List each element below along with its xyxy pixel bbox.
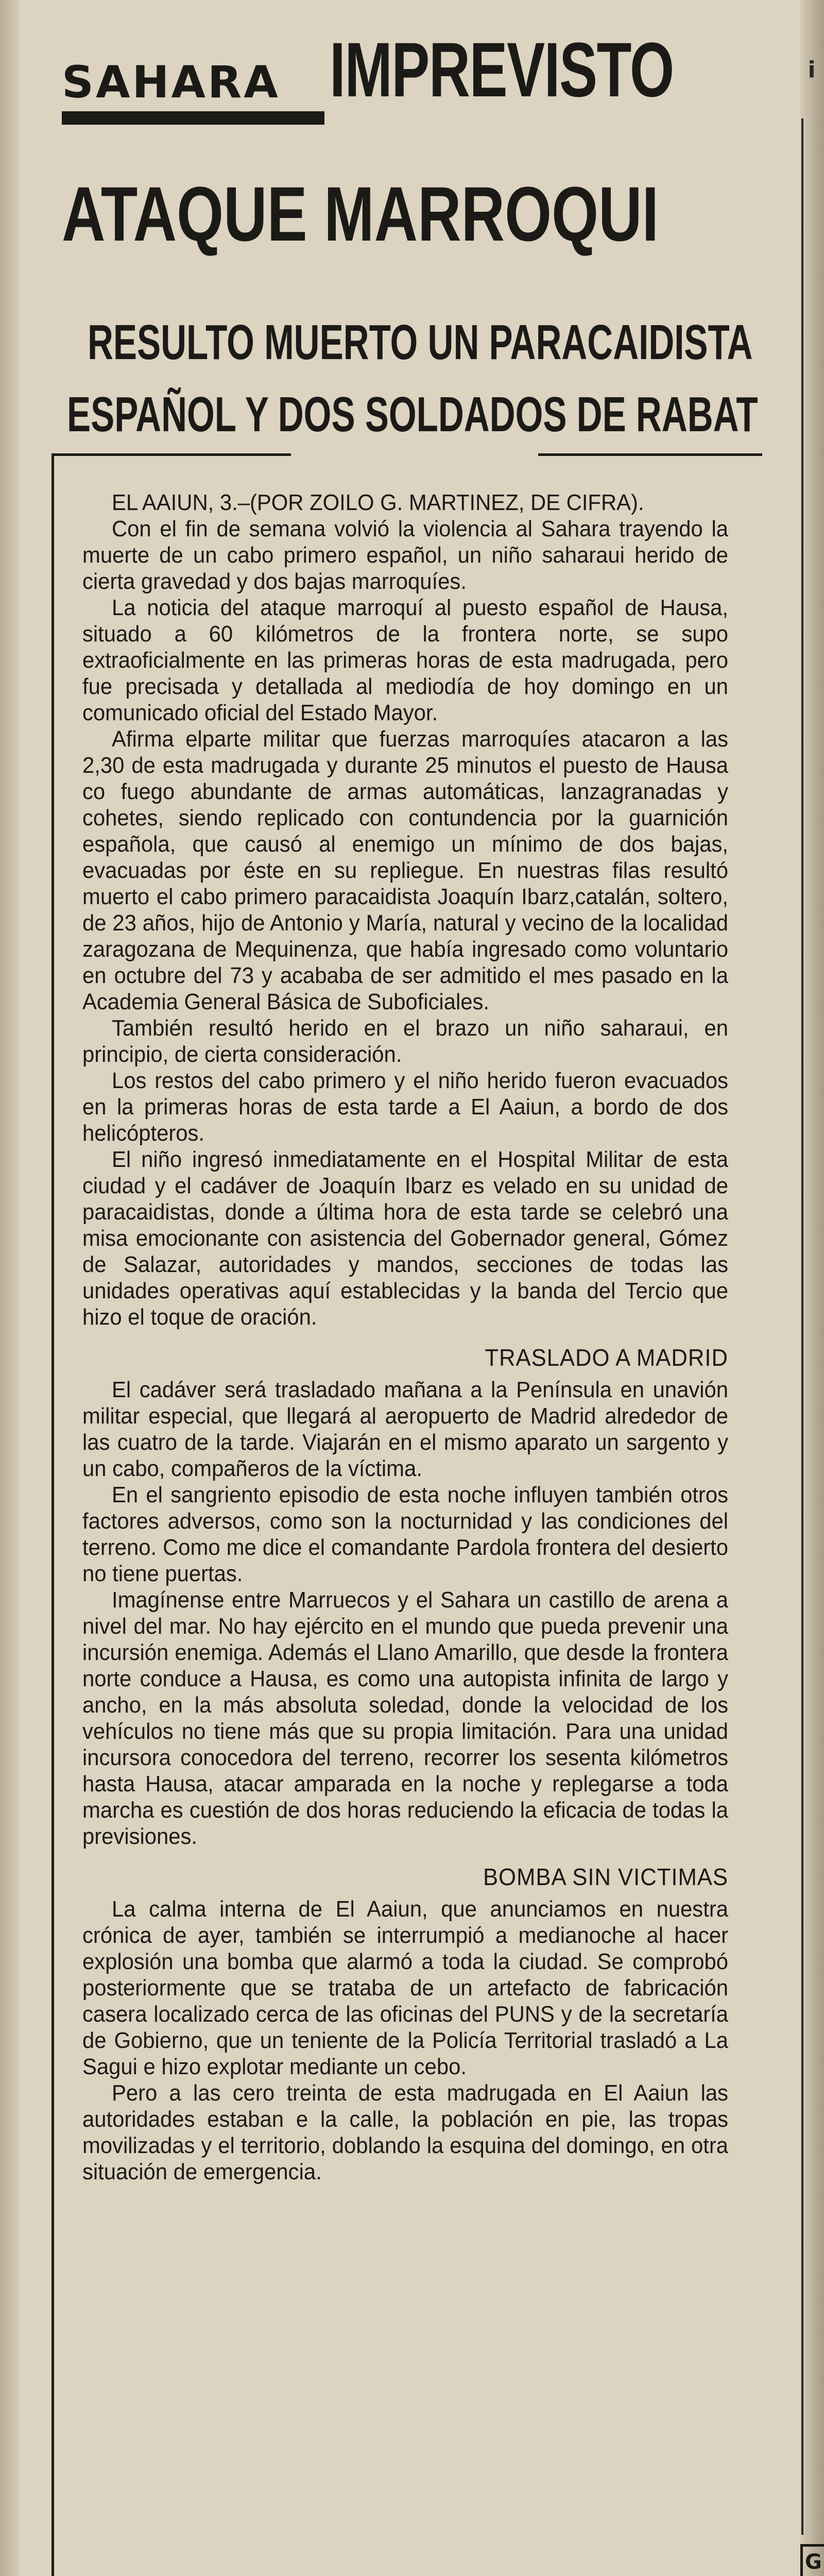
article-paragraph: Imagínense entre Marruecos y el Sahara un castillo de arena a nivel del mar. No hay ejército en el mundo que pueda prevenir una incursión enemiga. Además el Llano Amarillo, que desde la frontera norte conduce a Hausa, es como una autopista infinita de largo y ancho, en la más absoluta soledad, donde la velocidad de los vehículos no tiene más que su propia limitación. Para una unidad incursora conocedora del terreno, recorrer los sesenta kilómetros hasta Hausa, atacar amparada en la noche y replegarse a toda marcha es cuestión de dos horas reduciendo la eficacia de todas la previsiones.	[82, 1587, 728, 1849]
article-paragraph: El niño ingresó inmediatamente en el Hospital Militar de esta ciudad y el cadáver de Joaquín Ibarz es velado en su unidad de paracaidistas, donde a última hora de esta tarde se celebró una misa emocionante con asistencia del Gobernador general, Gómez de Salazar, autoridades y mandos, secciones de todas las unidades operativas aquí establecidas y la banda del Tercio que hizo el toque de oración.	[82, 1147, 728, 1330]
subheadline-line-1: RESULTO MUERTO UN PARACAIDISTA	[88, 315, 753, 370]
article-paragraph: La noticia del ataque marroquí al puesto español de Hausa, situado a 60 kilómetros de la frontera norte, se supo extraoficialmente en las primeras horas de esta madrugada, pero fue precisada y detallada al mediodía de hoy domingo en un comunicado oficial del Estado Mayor.	[82, 595, 728, 725]
page-edge-right	[800, 0, 824, 2576]
headline-line-2: ATAQUE MARROQUI	[62, 171, 659, 257]
headline-line-1: IMPREVISTO	[330, 26, 674, 113]
article-paragraph: El cadáver será trasladado mañana a la Península en unavión militar especial, que llegará al aeropuerto de Madrid alrededor de las cuatro de la tarde. Viajarán en el mismo aparato un sargento y un cabo, compañeros de la víctima.	[82, 1377, 728, 1481]
adjacent-column-box-fragment: G	[800, 2544, 824, 2576]
article-paragraph: La calma interna de El Aaiun, que anunciamos en nuestra crónica de ayer, también se interrumpió a medianoche al hacer explosión una bomba que alarmó a toda la ciudad. Se comprobó posteriormente que se trataba de un artefacto de fabricación casera localizado cerca de las oficinas del PUNS y de la secretaría de Gobierno, que un teniente de la Policía Territorial trasladó a La Sagui e hizo explotar mediante un cebo.	[82, 1896, 728, 2079]
crosshead-traslado: TRASLADO A MADRID	[485, 1344, 728, 1371]
page-edge-left	[0, 0, 20, 2576]
article-paragraph: En el sangriento episodio de esta noche influyen también otros factores adversos, como son la nocturnidad y las condiciones del terreno. Como me dice el comandante Pardola frontera del desierto no tiene puertas.	[82, 1482, 728, 1586]
article-paragraph: Con el fin de semana volvió la violencia al Sahara trayendo la muerte de un cabo primero español, un niño saharaui herido de cierta gravedad y dos bajas marroquíes.	[82, 516, 728, 594]
newspaper-clipping	[21, 15, 798, 2576]
article-paragraph: Afirma elparte militar que fuerzas marroquíes atacaron a las 2,30 de esta madrugada y durante 25 minutos el puesto de Hausa co fuego abundante de armas automáticas, lanzagranadas y cohetes, siendo replicado con contundencia por la guarnición española, que causó al enemigo un mínimo de dos bajas, evacuadas por éste en su repliegue. En nuestras filas resultó muerto el cabo primero paracaidista Joaquín Ibarz,catalán, soltero, de 23 años, hijo de Antonio y María, natural y vecino de la localidad zaragozana de Mequinenza, que había ingresado como voluntario en octubre del 73 y acababa de ser admitido el mes pasado en la Academia General Básica de Suboficiales.	[82, 726, 728, 1014]
article-frame-gap	[291, 452, 538, 458]
subheadline-line-2: ESPAÑOL Y DOS SOLDADOS DE RABAT	[67, 387, 758, 442]
article-paragraph: Los restos del cabo primero y el niño herido fueron evacuados en la primeras horas de esta tarde a El Aaiun, a bordo de dos helicópteros.	[82, 1068, 728, 1146]
article-body	[82, 489, 728, 2185]
section-tag	[62, 57, 330, 134]
adjacent-column-rule	[801, 118, 803, 2535]
article-paragraph: Pero a las cero treinta de esta madrugada en El Aaiun las autoridades estaban e la calle, la población en pie, las tropas movilizadas y el territorio, doblando la esquina del domingo, en otra situación de emergencia.	[82, 2080, 728, 2184]
adjacent-column-fragment: i	[808, 57, 816, 83]
section-tag-text: SAHARA	[62, 57, 280, 108]
article-paragraph: También resultó herido en el brazo un niño saharaui, en principio, de cierta consideración.	[82, 1015, 728, 1067]
section-tag-rule	[62, 111, 324, 125]
article-dateline: EL AAIUN, 3.–(POR ZOILO G. MARTINEZ, DE CIFRA).	[112, 490, 644, 515]
crosshead-bomba: BOMBA SIN VICTIMAS	[483, 1863, 728, 1890]
